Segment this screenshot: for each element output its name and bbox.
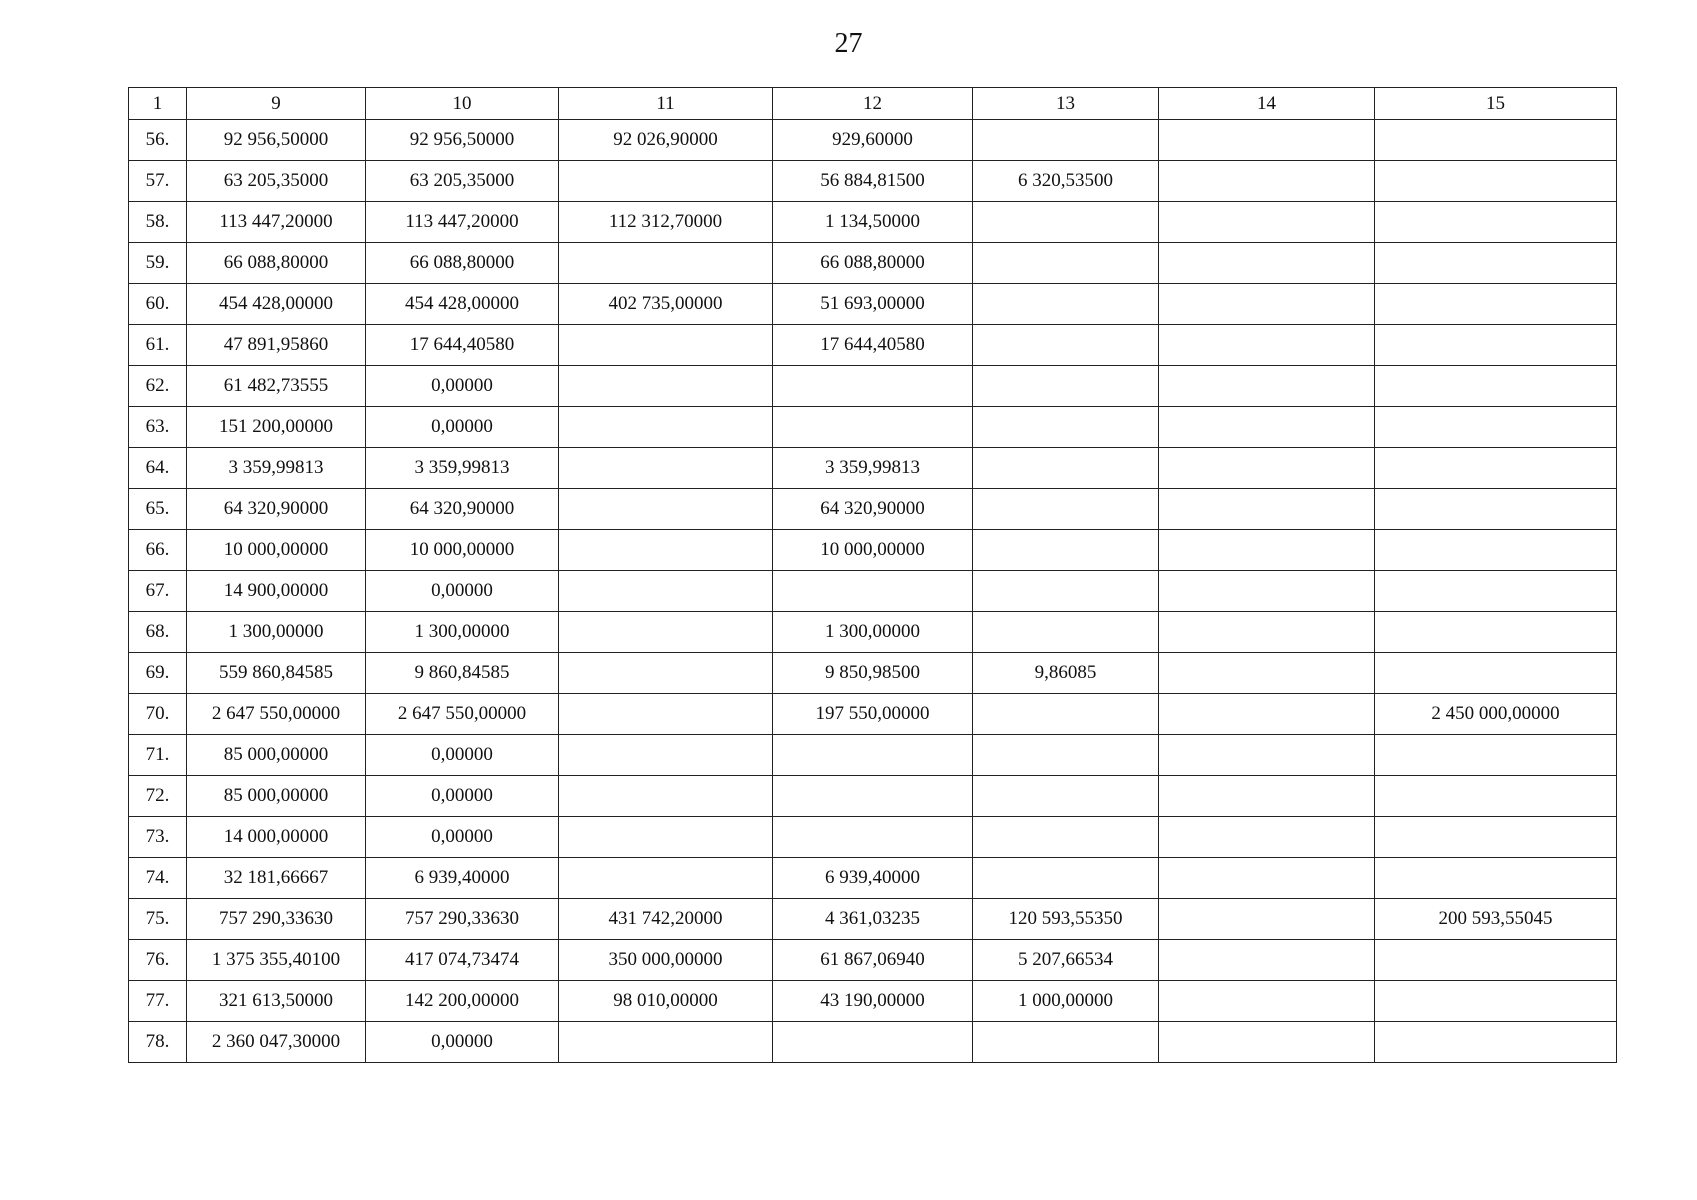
table-cell <box>1375 612 1617 653</box>
table-cell: 9 860,84585 <box>366 653 559 694</box>
table-cell <box>559 530 773 571</box>
table-cell <box>973 858 1159 899</box>
table-cell: 43 190,00000 <box>773 981 973 1022</box>
table-cell <box>973 407 1159 448</box>
table-cell <box>1159 694 1375 735</box>
row-number-cell: 60. <box>129 284 187 325</box>
table-cell: 66 088,80000 <box>187 243 366 284</box>
table-row <box>129 694 1617 735</box>
table-cell <box>559 817 773 858</box>
table-row <box>129 735 1617 776</box>
table-cell <box>559 161 773 202</box>
table-cell: 3 359,99813 <box>366 448 559 489</box>
table-cell: 417 074,73474 <box>366 940 559 981</box>
table-cell <box>1375 981 1617 1022</box>
table-cell <box>973 735 1159 776</box>
table-cell <box>1159 981 1375 1022</box>
table-cell <box>1159 530 1375 571</box>
table-cell: 14 000,00000 <box>187 817 366 858</box>
table-cell <box>1159 120 1375 161</box>
table-cell <box>1375 243 1617 284</box>
table-cell: 92 956,50000 <box>366 120 559 161</box>
table-row <box>129 284 1617 325</box>
row-number-cell: 64. <box>129 448 187 489</box>
row-number-cell: 56. <box>129 120 187 161</box>
row-number-cell: 62. <box>129 366 187 407</box>
table-cell <box>973 284 1159 325</box>
table-row <box>129 448 1617 489</box>
table-cell: 3 359,99813 <box>773 448 973 489</box>
table-cell: 14 900,00000 <box>187 571 366 612</box>
column-header: 9 <box>187 88 366 120</box>
table-row <box>129 653 1617 694</box>
table-cell <box>1159 776 1375 817</box>
table-cell: 64 320,90000 <box>366 489 559 530</box>
table-cell: 6 939,40000 <box>366 858 559 899</box>
table-cell: 64 320,90000 <box>773 489 973 530</box>
table-cell <box>559 243 773 284</box>
table-cell: 3 359,99813 <box>187 448 366 489</box>
table-cell <box>973 325 1159 366</box>
table-cell <box>1375 1022 1617 1063</box>
table-cell <box>973 448 1159 489</box>
table-row <box>129 1022 1617 1063</box>
table-cell <box>1375 940 1617 981</box>
table-cell <box>973 120 1159 161</box>
table-cell <box>1375 571 1617 612</box>
table-cell: 47 891,95860 <box>187 325 366 366</box>
column-header: 1 <box>129 88 187 120</box>
table-cell <box>973 202 1159 243</box>
table-cell <box>559 325 773 366</box>
row-number-cell: 72. <box>129 776 187 817</box>
table-cell: 1 134,50000 <box>773 202 973 243</box>
table-cell: 402 735,00000 <box>559 284 773 325</box>
table-cell <box>1159 858 1375 899</box>
table-row <box>129 366 1617 407</box>
table-cell: 757 290,33630 <box>187 899 366 940</box>
table-cell: 32 181,66667 <box>187 858 366 899</box>
column-header: 14 <box>1159 88 1375 120</box>
table-cell <box>1159 940 1375 981</box>
table-cell <box>1159 407 1375 448</box>
table-cell: 112 312,70000 <box>559 202 773 243</box>
table-row <box>129 940 1617 981</box>
table-row <box>129 858 1617 899</box>
table-cell <box>559 489 773 530</box>
table-row <box>129 202 1617 243</box>
table-cell: 0,00000 <box>366 817 559 858</box>
table-cell: 757 290,33630 <box>366 899 559 940</box>
table-cell: 431 742,20000 <box>559 899 773 940</box>
table-row <box>129 530 1617 571</box>
row-number-cell: 76. <box>129 940 187 981</box>
table-body <box>129 120 1617 1063</box>
row-number-cell: 74. <box>129 858 187 899</box>
table-cell: 10 000,00000 <box>187 530 366 571</box>
table-cell <box>559 407 773 448</box>
row-number-cell: 63. <box>129 407 187 448</box>
table-row <box>129 571 1617 612</box>
table-cell: 2 450 000,00000 <box>1375 694 1617 735</box>
row-number-cell: 57. <box>129 161 187 202</box>
table-cell: 85 000,00000 <box>187 735 366 776</box>
table-cell <box>1375 448 1617 489</box>
table-cell: 63 205,35000 <box>187 161 366 202</box>
table-cell: 0,00000 <box>366 1022 559 1063</box>
table-cell: 63 205,35000 <box>366 161 559 202</box>
column-header: 13 <box>973 88 1159 120</box>
table-cell: 51 693,00000 <box>773 284 973 325</box>
table-cell: 1 300,00000 <box>187 612 366 653</box>
row-number-cell: 65. <box>129 489 187 530</box>
table-cell <box>1375 530 1617 571</box>
row-number-cell: 75. <box>129 899 187 940</box>
table-cell: 151 200,00000 <box>187 407 366 448</box>
row-number-cell: 67. <box>129 571 187 612</box>
table-cell <box>559 776 773 817</box>
row-number-cell: 71. <box>129 735 187 776</box>
table-cell: 454 428,00000 <box>187 284 366 325</box>
table-cell <box>1375 325 1617 366</box>
table-cell: 56 884,81500 <box>773 161 973 202</box>
table-cell: 10 000,00000 <box>366 530 559 571</box>
table-header <box>129 88 1617 120</box>
table-cell <box>1159 448 1375 489</box>
table-row <box>129 243 1617 284</box>
table-cell <box>973 489 1159 530</box>
table-cell <box>1159 202 1375 243</box>
table-row <box>129 325 1617 366</box>
table-cell <box>973 366 1159 407</box>
table-cell <box>773 817 973 858</box>
table-cell: 1 375 355,40100 <box>187 940 366 981</box>
table-cell: 559 860,84585 <box>187 653 366 694</box>
table-cell: 92 956,50000 <box>187 120 366 161</box>
table-cell <box>1159 161 1375 202</box>
table-cell: 17 644,40580 <box>366 325 559 366</box>
table-cell: 2 647 550,00000 <box>187 694 366 735</box>
table-row <box>129 612 1617 653</box>
table-cell <box>1159 489 1375 530</box>
table-cell <box>559 1022 773 1063</box>
table-cell <box>973 571 1159 612</box>
table-cell <box>1375 161 1617 202</box>
table-row <box>129 776 1617 817</box>
table-cell: 113 447,20000 <box>366 202 559 243</box>
table-cell <box>559 735 773 776</box>
table-cell: 1 000,00000 <box>973 981 1159 1022</box>
table-cell: 64 320,90000 <box>187 489 366 530</box>
table-cell <box>559 366 773 407</box>
table-cell <box>773 571 973 612</box>
table-cell <box>1159 366 1375 407</box>
table-cell: 4 361,03235 <box>773 899 973 940</box>
table-cell: 0,00000 <box>366 776 559 817</box>
table-cell: 350 000,00000 <box>559 940 773 981</box>
row-number-cell: 78. <box>129 1022 187 1063</box>
table-cell: 0,00000 <box>366 366 559 407</box>
table-cell: 2 360 047,30000 <box>187 1022 366 1063</box>
table-cell <box>973 530 1159 571</box>
row-number-cell: 61. <box>129 325 187 366</box>
table-cell: 66 088,80000 <box>366 243 559 284</box>
table-cell <box>773 366 973 407</box>
table-cell <box>1159 899 1375 940</box>
table-cell <box>1375 653 1617 694</box>
row-number-cell: 73. <box>129 817 187 858</box>
table-cell <box>1159 653 1375 694</box>
table-cell: 61 867,06940 <box>773 940 973 981</box>
table-cell <box>1159 284 1375 325</box>
table-cell <box>1159 325 1375 366</box>
page-number: 27 <box>834 28 863 59</box>
row-number-cell: 69. <box>129 653 187 694</box>
table-cell <box>973 694 1159 735</box>
table-cell <box>1375 858 1617 899</box>
table-cell: 1 300,00000 <box>366 612 559 653</box>
column-header: 15 <box>1375 88 1617 120</box>
row-number-cell: 68. <box>129 612 187 653</box>
table-cell: 10 000,00000 <box>773 530 973 571</box>
table-cell <box>1375 284 1617 325</box>
table-cell: 1 300,00000 <box>773 612 973 653</box>
table-cell <box>1159 243 1375 284</box>
table-cell: 120 593,55350 <box>973 899 1159 940</box>
table-cell: 0,00000 <box>366 735 559 776</box>
table-cell: 98 010,00000 <box>559 981 773 1022</box>
table-cell <box>1375 735 1617 776</box>
table-cell: 61 482,73555 <box>187 366 366 407</box>
table-cell: 9,86085 <box>973 653 1159 694</box>
table-cell <box>773 776 973 817</box>
table-cell: 2 647 550,00000 <box>366 694 559 735</box>
table-cell <box>559 858 773 899</box>
table-cell <box>1375 407 1617 448</box>
table-cell: 113 447,20000 <box>187 202 366 243</box>
table-cell: 6 320,53500 <box>973 161 1159 202</box>
table-cell <box>973 243 1159 284</box>
row-number-cell: 66. <box>129 530 187 571</box>
table-cell: 0,00000 <box>366 571 559 612</box>
table-cell <box>973 817 1159 858</box>
table-cell <box>773 735 973 776</box>
table-cell <box>1375 120 1617 161</box>
table-row <box>129 407 1617 448</box>
column-header: 10 <box>366 88 559 120</box>
table-cell <box>559 694 773 735</box>
row-number-cell: 59. <box>129 243 187 284</box>
table-cell: 5 207,66534 <box>973 940 1159 981</box>
table-cell: 9 850,98500 <box>773 653 973 694</box>
table-cell <box>559 653 773 694</box>
column-header: 11 <box>559 88 773 120</box>
table-cell <box>1375 366 1617 407</box>
header-row <box>129 88 1617 120</box>
column-header: 12 <box>773 88 973 120</box>
row-number-cell: 58. <box>129 202 187 243</box>
table-row <box>129 161 1617 202</box>
row-number-cell: 77. <box>129 981 187 1022</box>
table-row <box>129 981 1617 1022</box>
table-row <box>129 489 1617 530</box>
table-cell <box>973 776 1159 817</box>
table-row <box>129 120 1617 161</box>
table-cell <box>773 407 973 448</box>
table-cell: 6 939,40000 <box>773 858 973 899</box>
table-row <box>129 899 1617 940</box>
table-cell <box>773 1022 973 1063</box>
table-cell <box>1375 202 1617 243</box>
table-cell <box>1159 817 1375 858</box>
table-cell <box>559 612 773 653</box>
table-cell: 454 428,00000 <box>366 284 559 325</box>
table-cell: 200 593,55045 <box>1375 899 1617 940</box>
table-cell: 17 644,40580 <box>773 325 973 366</box>
table-row <box>129 817 1617 858</box>
table-cell <box>1159 735 1375 776</box>
table-cell <box>1159 571 1375 612</box>
table-cell <box>1159 1022 1375 1063</box>
table-cell <box>1159 612 1375 653</box>
table-cell <box>1375 776 1617 817</box>
data-table <box>128 87 1617 1063</box>
table-cell: 929,60000 <box>773 120 973 161</box>
table-cell <box>1375 489 1617 530</box>
table-cell: 85 000,00000 <box>187 776 366 817</box>
table-cell: 66 088,80000 <box>773 243 973 284</box>
table-cell <box>559 448 773 489</box>
table-cell <box>1375 817 1617 858</box>
table-cell: 142 200,00000 <box>366 981 559 1022</box>
table-cell <box>973 612 1159 653</box>
table-cell <box>559 571 773 612</box>
table-cell: 92 026,90000 <box>559 120 773 161</box>
table-cell: 0,00000 <box>366 407 559 448</box>
table-cell <box>973 1022 1159 1063</box>
row-number-cell: 70. <box>129 694 187 735</box>
table-cell: 197 550,00000 <box>773 694 973 735</box>
table-cell: 321 613,50000 <box>187 981 366 1022</box>
